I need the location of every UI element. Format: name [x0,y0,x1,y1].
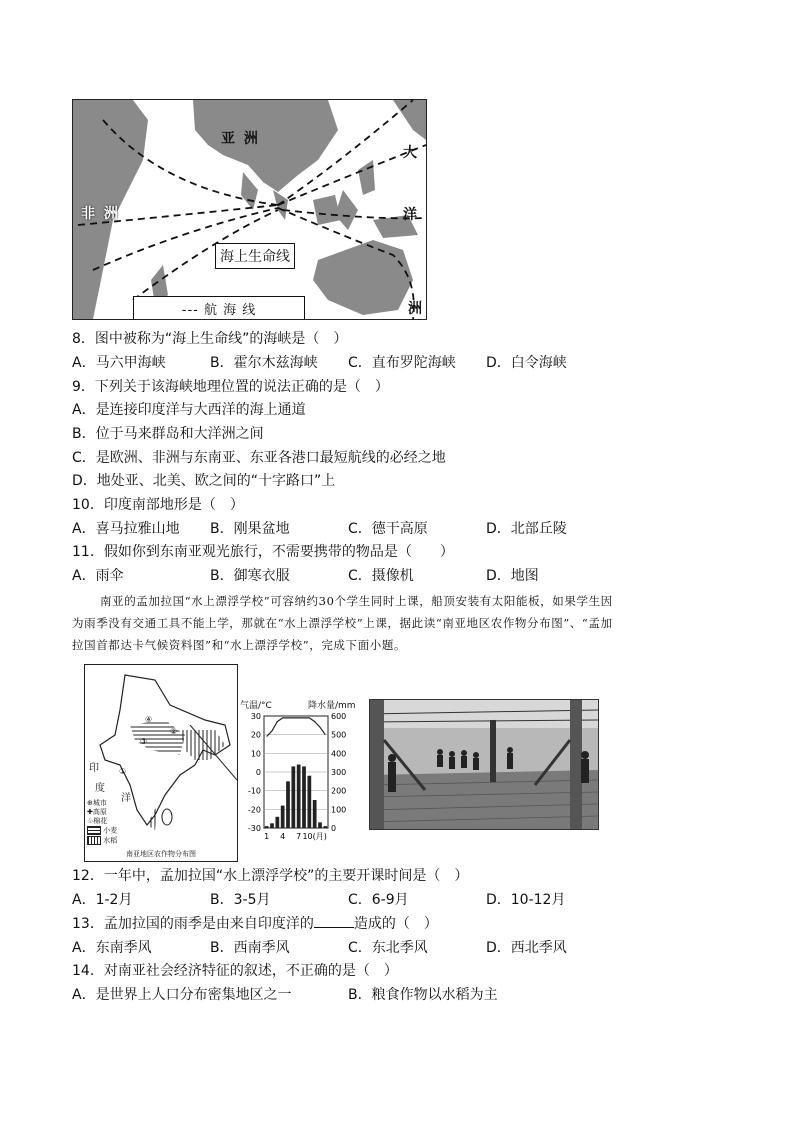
precipitation-bar [302,766,306,828]
legend-cotton: ♧棉花 [87,817,108,825]
africa-label: 非 洲 [81,206,120,222]
x-tick-label: 1 [264,832,270,841]
precipitation-bar [270,823,274,828]
crop-map-caption: 南亚地区农作物分布图 [126,850,196,858]
x-tick-label: 4 [280,832,286,841]
sea-route-map [72,99,427,320]
strait-callout: 海上生命线 [215,243,295,269]
right-tick-label: 200 [331,786,347,796]
left-tick-label: 10 [250,749,261,759]
q11-option-b[interactable]: B．御寒衣服 [210,568,290,584]
legend-rice: 水稻 [103,836,118,844]
question-13-stem-part-a: 13．孟加拉国的雨季是由来自印度洋的 [72,916,314,932]
floating-school-photo-drawing [370,700,598,829]
q10-option-a[interactable]: A．喜马拉雅山地 [72,521,180,537]
q14-option-a[interactable]: A．是世界上人口分布密集地区之一 [72,987,292,1003]
question-13-stem [72,915,438,933]
precipitation-bar [307,776,311,828]
precipitation-bar [281,806,285,828]
floating-school-photo [369,699,599,830]
legend-plateau: ✚高原 [87,808,107,816]
map-number-2: ② [170,727,178,736]
q12-option-b[interactable]: B．3-5月 [210,892,271,908]
precipitation-bar [318,822,322,828]
q13-option-a[interactable]: A．东南季风 [72,940,152,956]
q8-option-c[interactable]: C．直布罗陀海峡 [348,355,456,371]
q13-option-d[interactable]: D．西北季风 [486,940,567,956]
chart-ylabel-right: 降水量/mm [308,701,356,711]
q13-option-c[interactable]: C．东北季风 [348,940,428,956]
left-tick-label: -30 [247,824,261,833]
precipitation-bar [323,826,327,828]
chart-ylabel-left: 气温/°C [240,701,272,711]
dhaka-climate-chart [236,698,358,848]
q12-option-d[interactable]: D．10-12月 [486,892,566,908]
oceania-char-1: 大 [403,145,417,161]
question-9-stem: 9．下列关于该海峡地理位置的说法正确的是（ ） [72,379,389,395]
oceania-char-3: 洲 [408,301,422,317]
map-number-1: ① [119,767,127,776]
q10-option-b[interactable]: B．刚果盆地 [210,521,290,537]
q8-option-d[interactable]: D．白令海峡 [486,355,567,371]
legend-city: ⊕城市 [87,799,107,807]
right-tick-label: 300 [331,768,347,777]
passage-line-3: 拉国首都达卡气候资料图”和“水上漂浮学校”，完成下面小题。 [72,638,407,652]
precipitation-bar [275,817,279,828]
south-asia-crop-map [84,664,238,862]
map-du-label: 度 [95,783,105,794]
q12-option-a[interactable]: A．1-2月 [72,892,133,908]
right-tick-label: 0 [331,824,337,833]
map-number-4: ④ [145,715,153,724]
q8-option-b[interactable]: B．霍尔木兹海峡 [210,355,318,371]
temperature-line [267,718,326,737]
x-tick-label: 7 [296,832,302,841]
passage-line-1: 南亚的孟加拉国“水上漂浮学校”可容纳约30个学生同时上课，船顶安装有太阳能板，如果学生因 [100,594,613,608]
q14-option-b[interactable]: B．粮食作物以水稻为主 [348,987,498,1003]
route-legend: --- 航 海 线 [133,296,305,320]
precipitation-bar [297,765,301,828]
q9-option-a[interactable]: A．是连接印度洋与大西洋的海上通道 [72,402,306,418]
climate-chart-svg [236,698,358,848]
left-tick-label: -10 [247,786,261,796]
right-tick-label: 500 [331,730,347,740]
q8-option-a[interactable]: A．马六甲海峡 [72,355,166,371]
q13-option-b[interactable]: B．西南季风 [210,940,290,956]
question-13-blank[interactable] [314,927,354,928]
question-12-stem: 12．一年中，孟加拉国“水上漂浮学校”的主要开课时间是（ ） [72,868,469,884]
asia-label: 亚 洲 [221,131,260,147]
x-tick-label: 10(月) [302,832,327,841]
q12-option-c[interactable]: C．6-9月 [348,892,409,908]
precipitation-bar [286,781,290,828]
legend-wheat: 小麦 [103,826,118,835]
q9-option-c[interactable]: C．是欧洲、非洲与东南亚、东亚各港口最短航线的必经之地 [72,450,446,466]
precipitation-bar [291,766,295,828]
question-11-stem: 11．假如你到东南亚观光旅行，不需要携带的物品是（ ） [72,544,454,560]
question-10-stem: 10．印度南部地形是（ ） [72,497,244,513]
q9-option-d[interactable]: D．地处亚、北美、欧之间的“十字路口”上 [72,473,336,489]
q11-option-a[interactable]: A．雨伞 [72,568,124,584]
q11-option-c[interactable]: C．摄像机 [348,568,414,584]
map-yang-label: 洋 [121,793,131,804]
question-14-stem: 14．对南亚社会经济特征的叙述，不正确的是（ ） [72,963,398,979]
precipitation-bar [313,800,317,828]
right-tick-label: 400 [331,749,347,759]
oceania-char-2: 洋 [403,207,417,223]
left-tick-label: 0 [255,768,261,777]
question-8-stem: 8．图中被称为“海上生命线”的海峡是（ ） [72,331,348,347]
right-tick-label: 100 [331,805,347,815]
q9-option-b[interactable]: B．位于马来群岛和大洋洲之间 [72,426,264,442]
left-tick-label: -20 [247,805,261,815]
map-india-label: 印 [89,763,99,774]
passage-line-2: 为雨季没有交通工具不能上学，那就在“水上漂浮学校”上课，据此读“南亚地区农作物分布图”、“孟加 [72,616,613,630]
right-tick-label: 600 [331,712,347,721]
crop-map-legend [87,799,117,845]
question-13-stem-part-b: 造成的（ ） [353,916,438,932]
map-number-3: ③ [140,737,148,746]
q10-option-c[interactable]: C．德干高原 [348,521,428,537]
left-tick-label: 30 [250,712,261,721]
q11-option-d[interactable]: D．地图 [486,568,539,584]
q10-option-d[interactable]: D．北部丘陵 [486,521,567,537]
precipitation-bar [265,826,269,828]
left-tick-label: 20 [250,730,261,740]
